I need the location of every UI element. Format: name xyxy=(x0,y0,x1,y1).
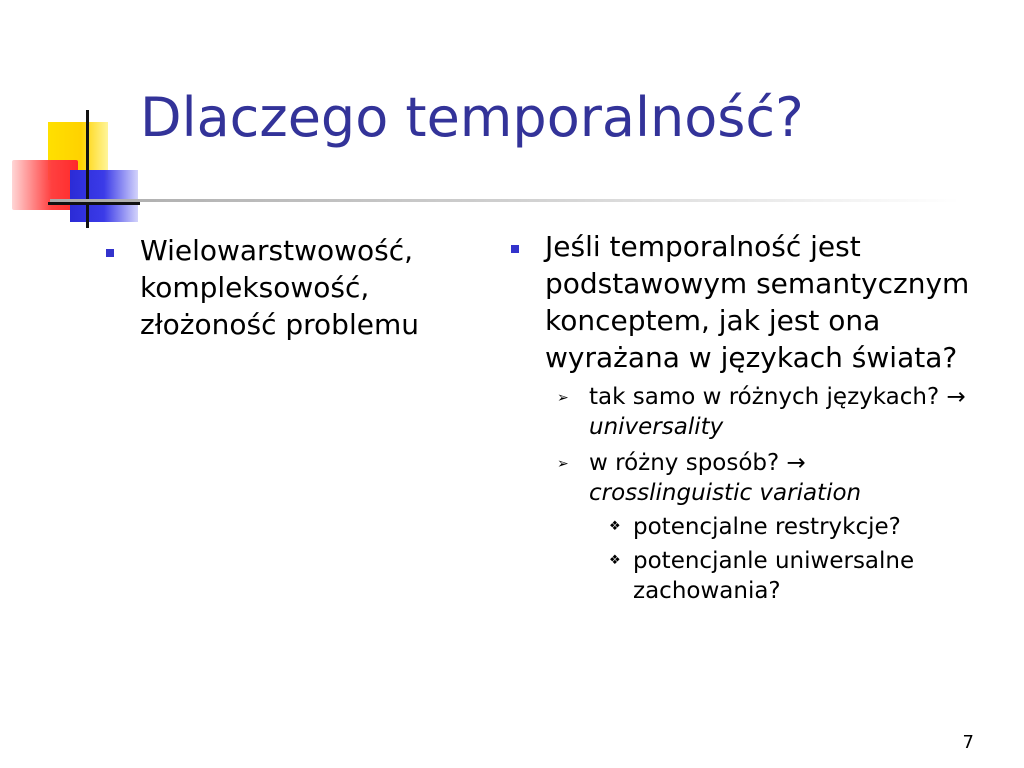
logo-decoration xyxy=(0,0,150,230)
sub-bullet-term: crosslinguistic variation xyxy=(589,480,862,506)
diamond-bullet-icon: ❖ xyxy=(609,519,621,534)
square-bullet-icon xyxy=(106,249,114,257)
logo-vertical-line xyxy=(86,110,89,228)
bullet-text: Wielowarstwowość, kompleksowość, złożoność problemu xyxy=(140,234,419,341)
right-column xyxy=(505,228,975,606)
sub-sub-bullet-item xyxy=(505,512,975,542)
chevron-right-icon: ➢ xyxy=(557,390,569,406)
arrow-right-icon: → xyxy=(946,384,966,410)
arrow-right-icon: → xyxy=(786,450,806,476)
bullet-item xyxy=(100,232,480,343)
sub-sub-bullet-text: potencjanle uniwersalne zachowania? xyxy=(633,548,915,604)
slide-title: Dlaczego temporalność? xyxy=(140,86,804,149)
chevron-right-icon: ➢ xyxy=(557,456,569,472)
bullet-text: Jeśli temporalność jest podstawowym semantycznym konceptem, jak jest ona wyrażana w językach świata? xyxy=(545,230,970,374)
blue-square xyxy=(70,170,138,222)
sub-bullet-item xyxy=(505,382,975,442)
sub-bullet-text: w różny sposób? xyxy=(589,450,780,476)
sub-sub-bullet-text: potencjalne restrykcje? xyxy=(633,514,901,540)
title-underline xyxy=(50,199,960,202)
diamond-bullet-icon: ❖ xyxy=(609,553,621,568)
sub-sub-bullet-item xyxy=(505,546,975,606)
bullet-item xyxy=(505,228,975,376)
page-number: 7 xyxy=(962,732,974,753)
left-column xyxy=(100,232,480,343)
logo-horizontal-line xyxy=(48,202,140,205)
sub-bullet-term: universality xyxy=(589,414,724,440)
square-bullet-icon xyxy=(511,245,519,253)
sub-bullet-item xyxy=(505,448,975,508)
sub-bullet-text: tak samo w różnych językach? xyxy=(589,384,940,410)
